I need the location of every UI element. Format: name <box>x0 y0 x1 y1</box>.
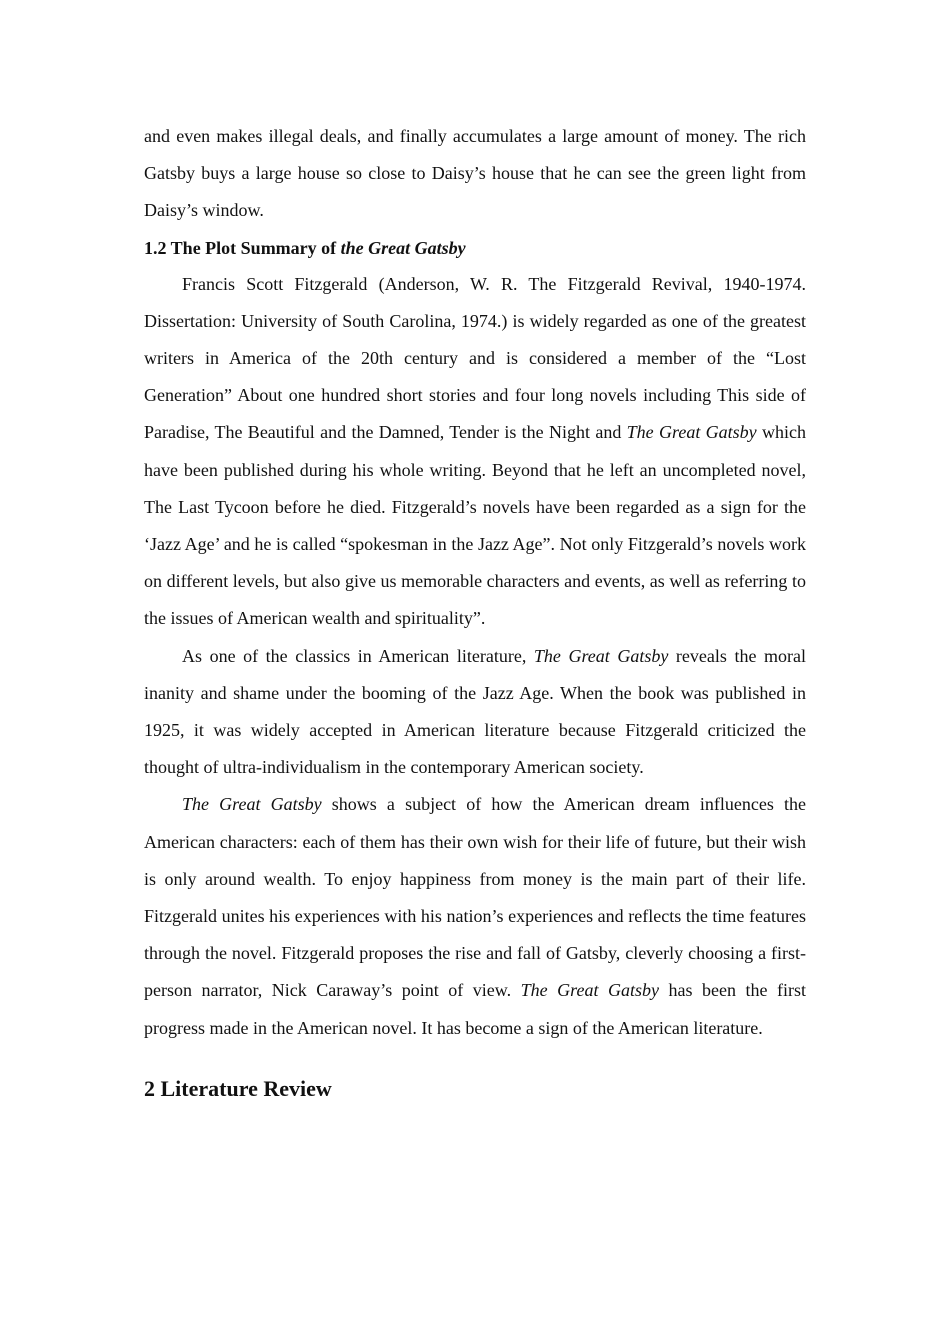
text-run: Francis Scott Fitzgerald (Anderson, W. R. The Fitzgerald Revival, 1940-1974. Dissertation: University of South Carolina, 1974.) is widely regarded as one of the greatest writers in America of the 20th century and is considered a member of the “Lost Generation” About one hundred short stories and four long novels including This side of Paradise, The Beautiful and the Damned, Tender is the Night and <box>144 273 806 443</box>
section-heading-literature-review: 2 Literature Review <box>144 1075 332 1101</box>
text-run: has been the first progress made in the American novel. It has become a sign of the American literature. <box>144 980 806 1038</box>
text-run: shows a subject of how the American dream influences the American characters: each of them has their own wish for their life of future, but their wish is only around wealth. To enjoy happiness from money is the main part of their life. Fitzgerald unites his experiences with his nation’s experiences and reflects the time features through the novel. Fitzgerald proposes the rise and fall of Gatsby, cleverly choosing a first-person narrator, Nick Caraway’s point of view. <box>144 794 806 1001</box>
italic-title: The Great Gatsby <box>520 980 659 1001</box>
section-heading-italic: the Great Gatsby <box>340 237 466 258</box>
document-page <box>144 118 806 1103</box>
text-run: which have been published during his whole writing. Beyond that he left an uncompleted novel, The Last Tycoon before he died. Fitzgerald’s novels have been regarded as a sign for the ‘Jazz Age’ and he is called “spokesman in the Jazz Age”. Not only Fitzgerald’s novels work on different levels, but also give us memorable characters and events, as well as referring to the issues of American wealth and spirituality”. <box>144 422 806 629</box>
paragraph-fitzgerald-bio <box>144 266 806 638</box>
italic-title: The Great Gatsby <box>182 794 322 815</box>
text-run: As one of the classics in American literature, <box>182 645 534 666</box>
paragraph-classics <box>144 638 806 787</box>
section-heading-text: 1.2 The Plot Summary of <box>144 237 341 258</box>
section-heading-plot-summary <box>144 230 806 266</box>
text-run: reveals the moral inanity and shame under the booming of the Jazz Age. When the book was published in 1925, it was widely accepted in American literature because Fitzgerald criticized the thought of ultra-individualism in the contemporary American society. <box>144 645 806 778</box>
italic-title: The Great Gatsby <box>626 422 757 443</box>
paragraph-gatsby-wealth <box>144 118 806 230</box>
paragraph-american-dream <box>144 786 806 1046</box>
text-run: and even makes illegal deals, and finally accumulates a large amount of money. The rich Gatsby buys a large house so close to Daisy’s house that he can see the green light from Daisy’s window. <box>144 126 806 221</box>
italic-title: The Great Gatsby <box>533 645 669 666</box>
